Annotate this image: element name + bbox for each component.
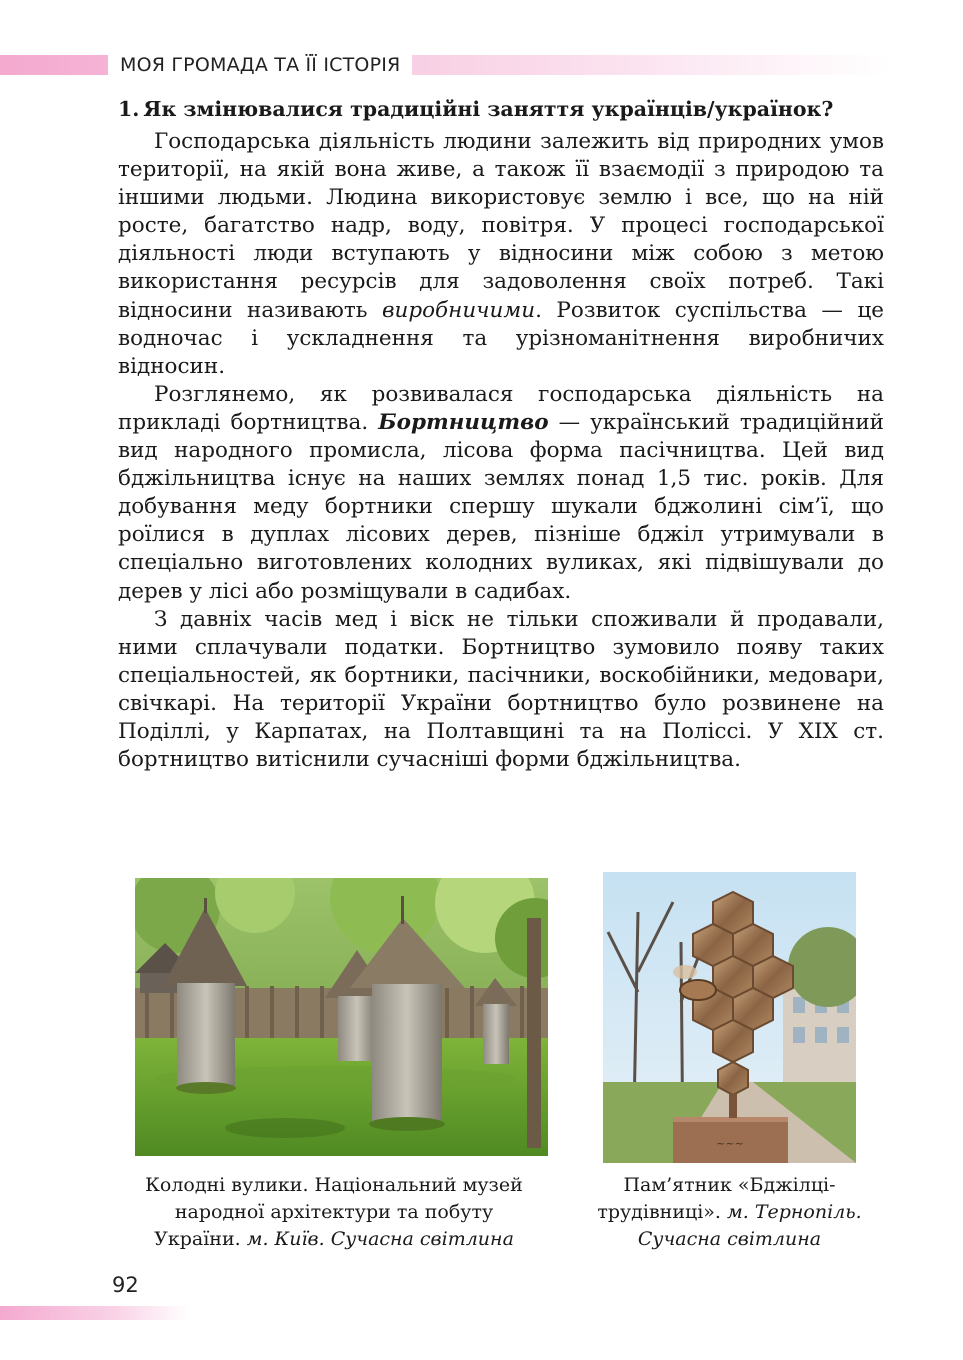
paragraph-2 bbox=[118, 381, 884, 606]
caption-right-line3-italic: Сучасна світлина bbox=[637, 1228, 822, 1250]
beehives-photo bbox=[135, 878, 548, 1156]
caption-left-line3-italic: м. Київ. Сучасна світлина bbox=[246, 1228, 514, 1250]
section-title: Як змінювалися традиційні заняття українців/українок? bbox=[143, 97, 834, 121]
caption-left-line2: народної архітектури та побуту bbox=[174, 1201, 494, 1223]
section-number: 1. bbox=[118, 97, 140, 121]
section-heading bbox=[118, 94, 884, 124]
paragraph-1 bbox=[118, 128, 884, 381]
caption-left-line1: Колодні вулики. Національний музей bbox=[145, 1174, 523, 1196]
caption-right-line2-italic: м. Тернопіль. bbox=[726, 1201, 862, 1223]
caption-monument bbox=[563, 1172, 896, 1253]
bee-monument-photo bbox=[603, 872, 856, 1163]
paragraph-1-text-a: Господарська діяльність людини залежить від природних умов території, на якій вона живе, а також її взаємодії з природою та іншими людьми. Людина використовує землю і все, що на ній росте, багатство надр, воду, повітря. У процесі господарської діяльності люди вступають у відносини між собою з метою використання ресурсів для задоволення своїх потреб. Такі відносини називають bbox=[118, 129, 884, 323]
caption-right-line2-plain: трудівниці». bbox=[597, 1201, 727, 1223]
paragraph-2-text-b: — український традиційний вид народного промисла, лісова форма пасічництва. Цей вид бджільництва існує на наших землях понад 1,5 тис. років. Для добування меду бортники спершу шукали бджолині сім’ї, що роїлися в дуплах лісових дерев, пізніше бджіл утримували в спеціально виготовлених колодних вуликах, які підвішували до дерев у лісі або розміщували в садибах. bbox=[118, 409, 884, 604]
caption-left-line3 bbox=[110, 1226, 558, 1253]
chapter-header: МОЯ ГРОМАДА ТА ЇЇ ІСТОРІЯ bbox=[108, 52, 412, 78]
caption-left-line3-plain: України. bbox=[154, 1228, 247, 1250]
term-vyrobnychymy: виробничими bbox=[381, 297, 536, 323]
caption-right-line1: Пам’ятник «Бджілці- bbox=[623, 1174, 836, 1196]
page-number: 92 bbox=[112, 1273, 139, 1297]
caption-beehives bbox=[110, 1172, 558, 1253]
bee-monument-image bbox=[603, 872, 856, 1163]
paragraph-1-text-b: . Розвиток суспільства — це водночас і ускладнення та урізноманітнення виробничих відносин. bbox=[118, 297, 884, 379]
log-beehives-image bbox=[135, 878, 548, 1156]
paragraph-2-text-a: Розглянемо, як розвивалася господарська діяльність на прикладі бортництва. bbox=[118, 381, 884, 435]
footer-decoration-band bbox=[0, 1306, 190, 1320]
caption-right-line3 bbox=[563, 1226, 896, 1253]
paragraph-3: З давніх часів мед і віск не тільки споживали й продавали, ними сплачували податки. Бортництво зумовило появу таких спеціальностей, як бортники, пасічники, воскобійники, медовари, свічкарі. На території України бортництво було розвинене на Поділлі, у Карпатах, на Полтавщині та на Поліссі. У XIX ст. бортництво витіснили сучасніші форми бджільництва. bbox=[118, 606, 884, 773]
svg-text:~~~: ~~~ bbox=[716, 1137, 744, 1150]
term-bortnytstvo: Бортництво bbox=[378, 409, 549, 435]
main-content bbox=[118, 94, 884, 774]
caption-right-line2 bbox=[563, 1199, 896, 1226]
